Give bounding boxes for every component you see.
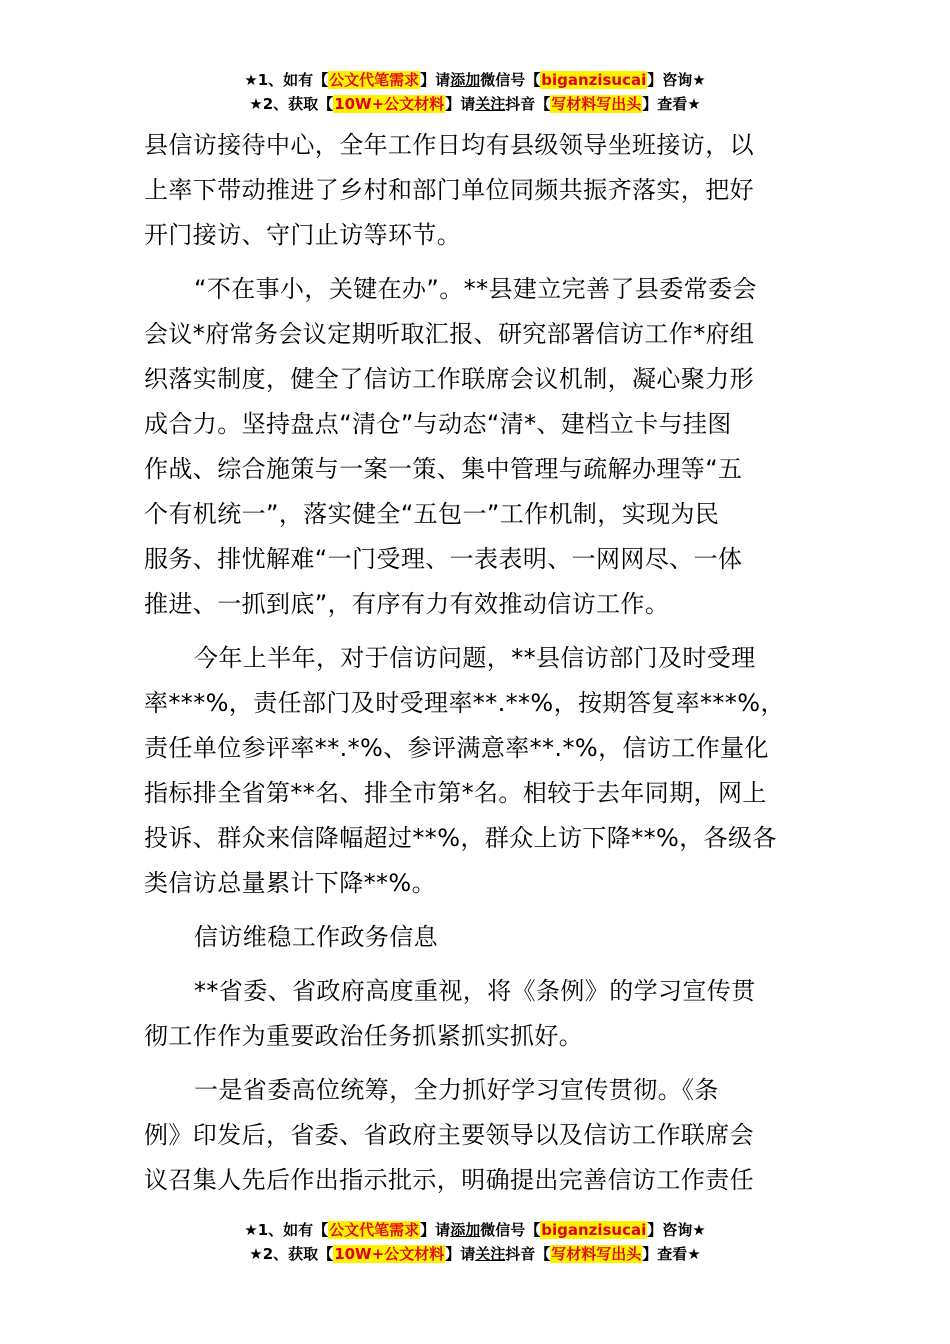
highlight-douyin-id: 写材料写出头	[551, 95, 642, 113]
text-line: 作战、综合施策与一案一策、集中管理与疏解办理等“五	[144, 455, 743, 483]
underlined-text: 关注	[475, 1245, 506, 1263]
text-line: 服务、排忧解难“一门受理、一表表明、一网网尽、一体	[144, 545, 743, 573]
banner-text: 】咨询★	[647, 1221, 706, 1239]
banner-text: 微信号【	[480, 71, 541, 89]
highlight-wechat-id: biganzisucai	[541, 71, 647, 89]
heading-text: 信访维稳工作政务信息	[194, 923, 438, 951]
footer-banner	[0, 1218, 950, 1266]
banner-text: 】请	[420, 71, 451, 89]
text-line: 责任单位参评率**.*%、参评满意率**.*%，信访工作量化	[144, 734, 769, 762]
text-line: **省委、省政府高度重视，将《条例》的学习宣传贯	[194, 977, 756, 1005]
text-line: 织落实制度，健全了信访工作联席会议机制，凝心聚力形	[144, 365, 754, 393]
text-line: “不在事小，关键在办”。**县建立完善了县委常委会	[194, 275, 757, 303]
highlight-douyin-id: 写材料写出头	[551, 1245, 642, 1263]
banner-text: 】查看★	[642, 95, 701, 113]
banner-line-2	[0, 92, 950, 116]
section-heading	[144, 915, 824, 960]
highlight-text: 10W+公文材料	[334, 1245, 445, 1263]
underlined-text: 关注	[475, 95, 506, 113]
text-line: 推进、一抓到底”，有序有力有效推动信访工作。	[144, 590, 670, 618]
banner-text: ★2、获取【	[249, 1245, 334, 1263]
banner-line-1	[0, 1218, 950, 1242]
text-line: 县信访接待中心，全年工作日均有县级领导坐班接访，以	[144, 131, 754, 159]
banner-text: ★1、如有【	[244, 1221, 329, 1239]
header-banner	[0, 68, 950, 116]
document-body	[144, 123, 824, 1212]
banner-text: 微信号【	[480, 1221, 541, 1239]
underlined-text: 添加	[450, 1221, 481, 1239]
banner-text: 】请	[445, 95, 476, 113]
paragraph-1	[144, 123, 824, 258]
highlight-wechat-id: biganzisucai	[541, 1221, 647, 1239]
banner-line-2	[0, 1242, 950, 1266]
text-line: 开门接访、守门止访等环节。	[144, 221, 462, 249]
text-line: 成合力。坚持盘点“清仓”与动态“清*、建档立卡与挂图	[144, 410, 732, 438]
text-line: 个有机统一”，落实健全“五包一”工作机制，实现为民	[144, 500, 720, 528]
paragraph-5	[144, 969, 824, 1059]
text-line: 类信访总量累计下降**%。	[144, 869, 437, 897]
banner-text: 】请	[420, 1221, 451, 1239]
banner-text: ★1、如有【	[244, 71, 329, 89]
text-line: 今年上半年，对于信访问题，**县信访部门及时受理	[194, 644, 756, 672]
text-line: 彻工作作为重要政治任务抓紧抓实抓好。	[144, 1022, 584, 1050]
banner-text: 】查看★	[642, 1245, 701, 1263]
paragraph-2	[144, 267, 824, 627]
text-line: 一是省委高位统筹，全力抓好学习宣传贯彻。《条	[194, 1076, 719, 1104]
text-line: 议召集人先后作出指示批示，明确提出完善信访工作责任	[144, 1166, 754, 1194]
text-line: 率***%，责任部门及时受理率**.**%，按期答复率***%，	[144, 689, 785, 717]
banner-text: 抖音【	[505, 95, 551, 113]
highlight-text: 10W+公文材料	[334, 95, 445, 113]
text-line: 指标排全省第**名、排全市第*名。相较于去年同期，网上	[144, 779, 767, 807]
banner-line-1	[0, 68, 950, 92]
banner-text: 抖音【	[505, 1245, 551, 1263]
text-line: 上率下带动推进了乡村和部门单位同频共振齐落实，把好	[144, 176, 754, 204]
highlight-text: 公文代笔需求	[329, 71, 420, 89]
text-line: 投诉、群众来信降幅超过**%，群众上访下降**%，各级各	[144, 824, 777, 852]
paragraph-3	[144, 636, 824, 906]
text-line: 例》印发后，省委、省政府主要领导以及信访工作联席会	[144, 1121, 754, 1149]
banner-text: 】请	[445, 1245, 476, 1263]
underlined-text: 添加	[450, 71, 481, 89]
paragraph-6	[144, 1068, 824, 1203]
banner-text: 】咨询★	[647, 71, 706, 89]
highlight-text: 公文代笔需求	[329, 1221, 420, 1239]
text-line: 会议*府常务会议定期听取汇报、研究部署信访工作*府组	[144, 320, 755, 348]
banner-text: ★2、获取【	[249, 95, 334, 113]
